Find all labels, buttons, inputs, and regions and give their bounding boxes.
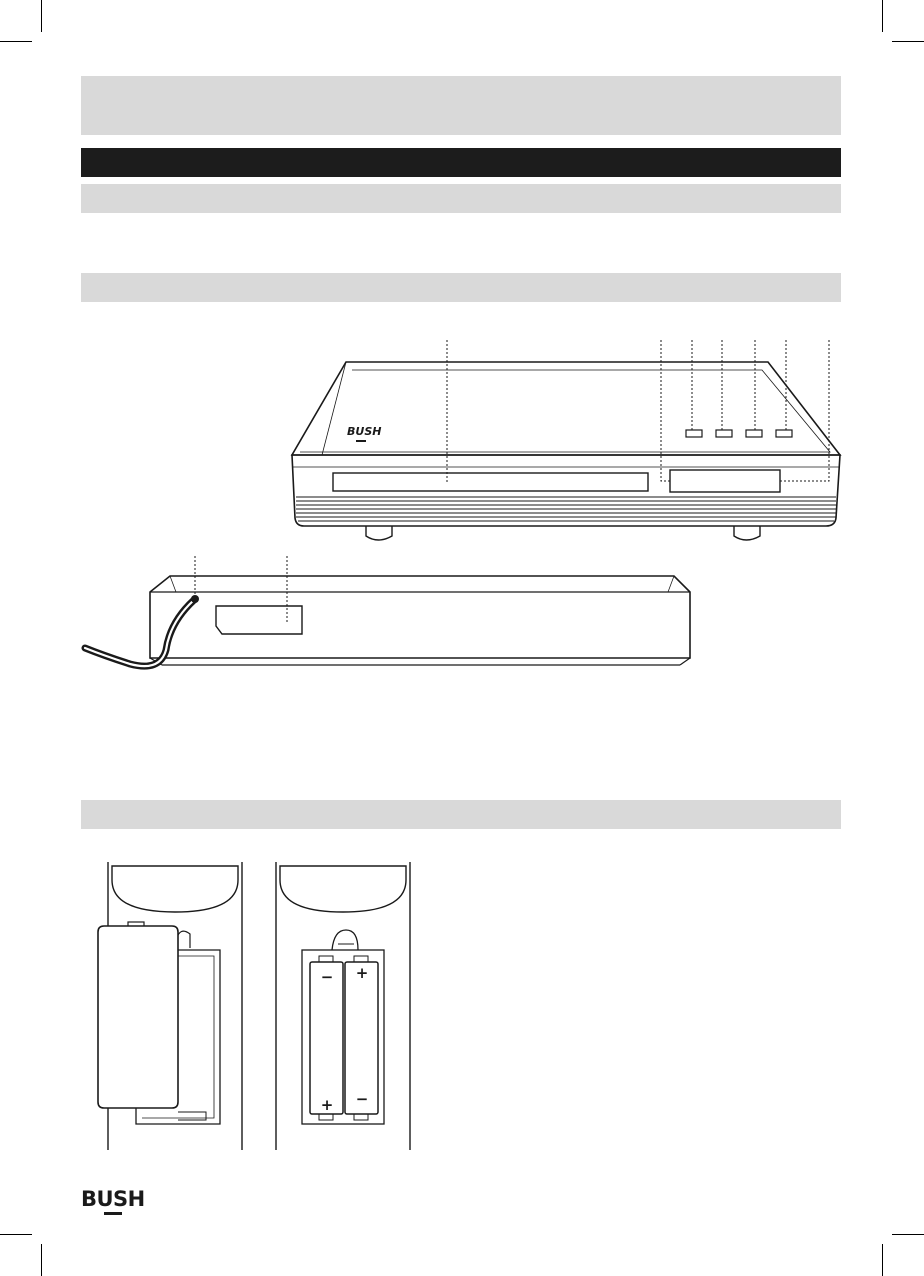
- brand-logo-text: BUSH: [81, 1187, 145, 1211]
- battery-right-bottom-minus: −: [355, 1090, 369, 1108]
- battery-left-bottom-plus: +: [320, 1096, 334, 1114]
- brand-logo: [81, 1187, 145, 1211]
- brand-logo-underline: [104, 1212, 122, 1215]
- battery-left-top-minus: −: [320, 968, 334, 986]
- battery-right-top-plus: +: [355, 964, 369, 982]
- player-logo-text: BUSH: [347, 425, 382, 438]
